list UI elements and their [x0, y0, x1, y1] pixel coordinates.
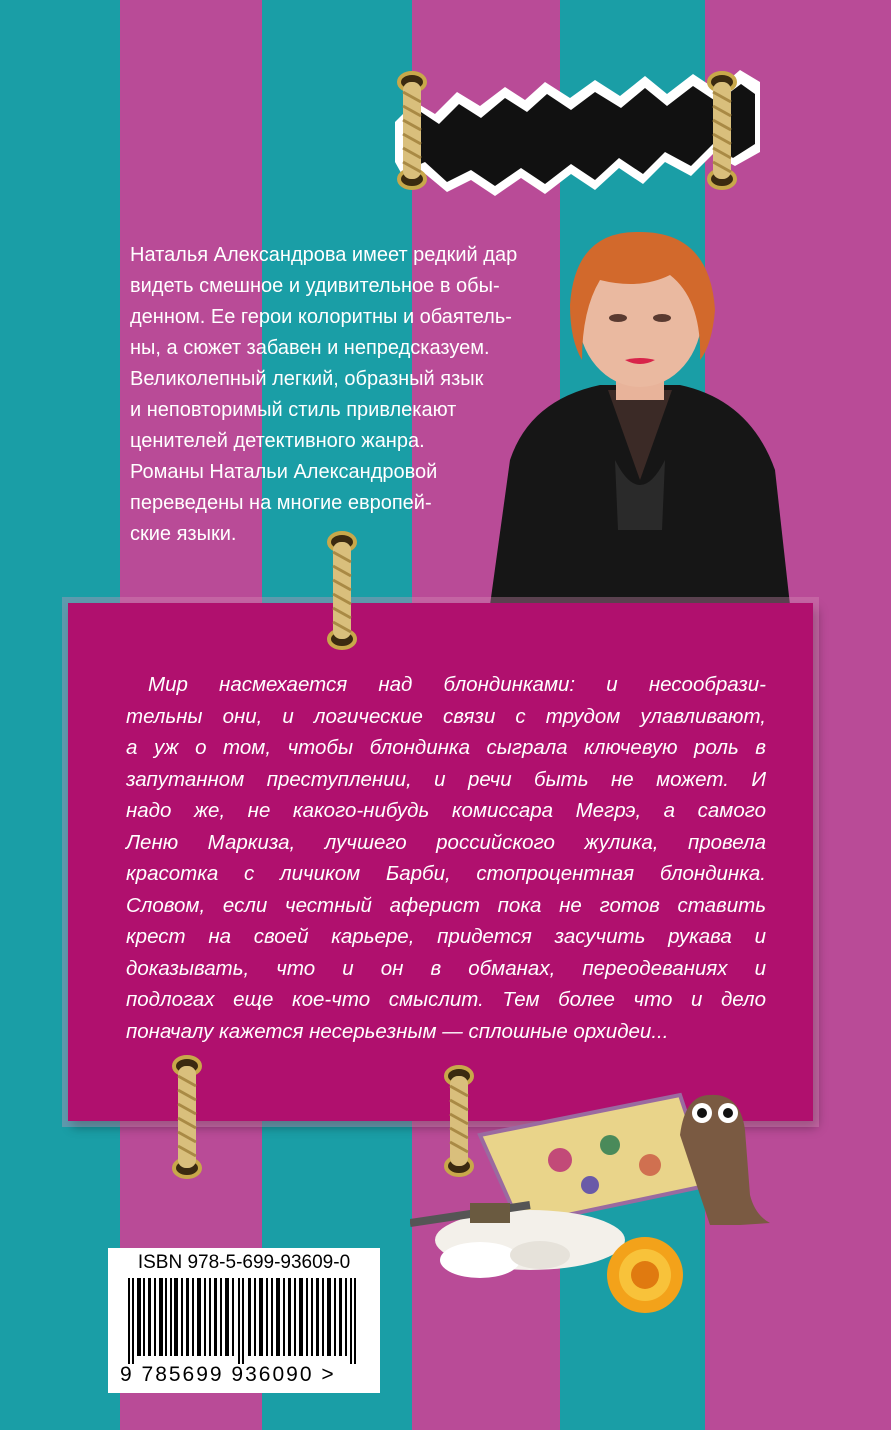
bio-line: Наталья Александрова имеет редкий дар — [130, 244, 518, 266]
bio-line: Романы Натальи Александровой — [130, 461, 438, 483]
annotation-line: а уж о том, чтобы блондинка сыграла ключевую роль в — [126, 736, 766, 759]
rope-loop-icon — [320, 528, 364, 653]
annotation-line: поначалу кажется несерьезным — сплошные орхидеи... — [126, 1019, 669, 1043]
annotation-line: надо же, не какого-нибудь комиссара Мегрэ, а самого — [126, 799, 766, 822]
rope-loop-icon — [165, 1052, 209, 1182]
annotation-line: красотка с личиком Барби, стопроцентная блондинка. — [126, 862, 766, 885]
annotation-line: доказывать, что и он в обманах, переодеваниях и — [126, 956, 766, 980]
annotation-line: Словом, если честный аферист пока не готов ставить — [126, 893, 766, 917]
bio-line: переведены на многие европей- — [130, 492, 432, 514]
bio-line: денном. Ее герои колоритны и обаятель- — [130, 306, 512, 328]
isbn-label: ISBN 978-5-699-93609-0 — [137, 1252, 351, 1273]
barcode-digits: 9 785699 936090 > — [120, 1363, 336, 1386]
bio-line: Великолепный легкий, образный язык — [130, 368, 484, 390]
rope-loop-icon — [390, 68, 434, 193]
bio-line: ценителей детективного жанра. — [130, 430, 425, 452]
rope-loop-icon — [700, 68, 744, 193]
still-life-illustration — [410, 1075, 800, 1330]
book-annotation — [126, 669, 766, 1047]
author-bio — [130, 240, 570, 550]
annotation-line: подлогах еще кое-что смыслит. Тем более что и дело — [126, 988, 766, 1011]
bio-line: ские языки. — [130, 523, 237, 545]
bio-line: ны, а сюжет забавен и непредсказуем. — [130, 337, 490, 359]
annotation-line: Мир насмехается над блондинками: и несообрази- — [148, 673, 766, 696]
barcode — [118, 1278, 370, 1364]
isbn-barcode-block — [108, 1248, 380, 1393]
annotation-line: запутанном преступлении, и речи быть не может. И — [126, 767, 766, 791]
annotation-line: крест на своей карьере, придется засучить рукава и — [126, 925, 766, 948]
annotation-line: Леню Маркиза, лучшего российского жулика, провела — [126, 830, 766, 854]
bio-line: видеть смешное и удивительное в обы- — [130, 275, 500, 297]
annotation-line: тельны они, и логические связи с трудом улавливают, — [126, 704, 766, 728]
bio-line: и неповторимый стиль привлекают — [130, 399, 457, 421]
